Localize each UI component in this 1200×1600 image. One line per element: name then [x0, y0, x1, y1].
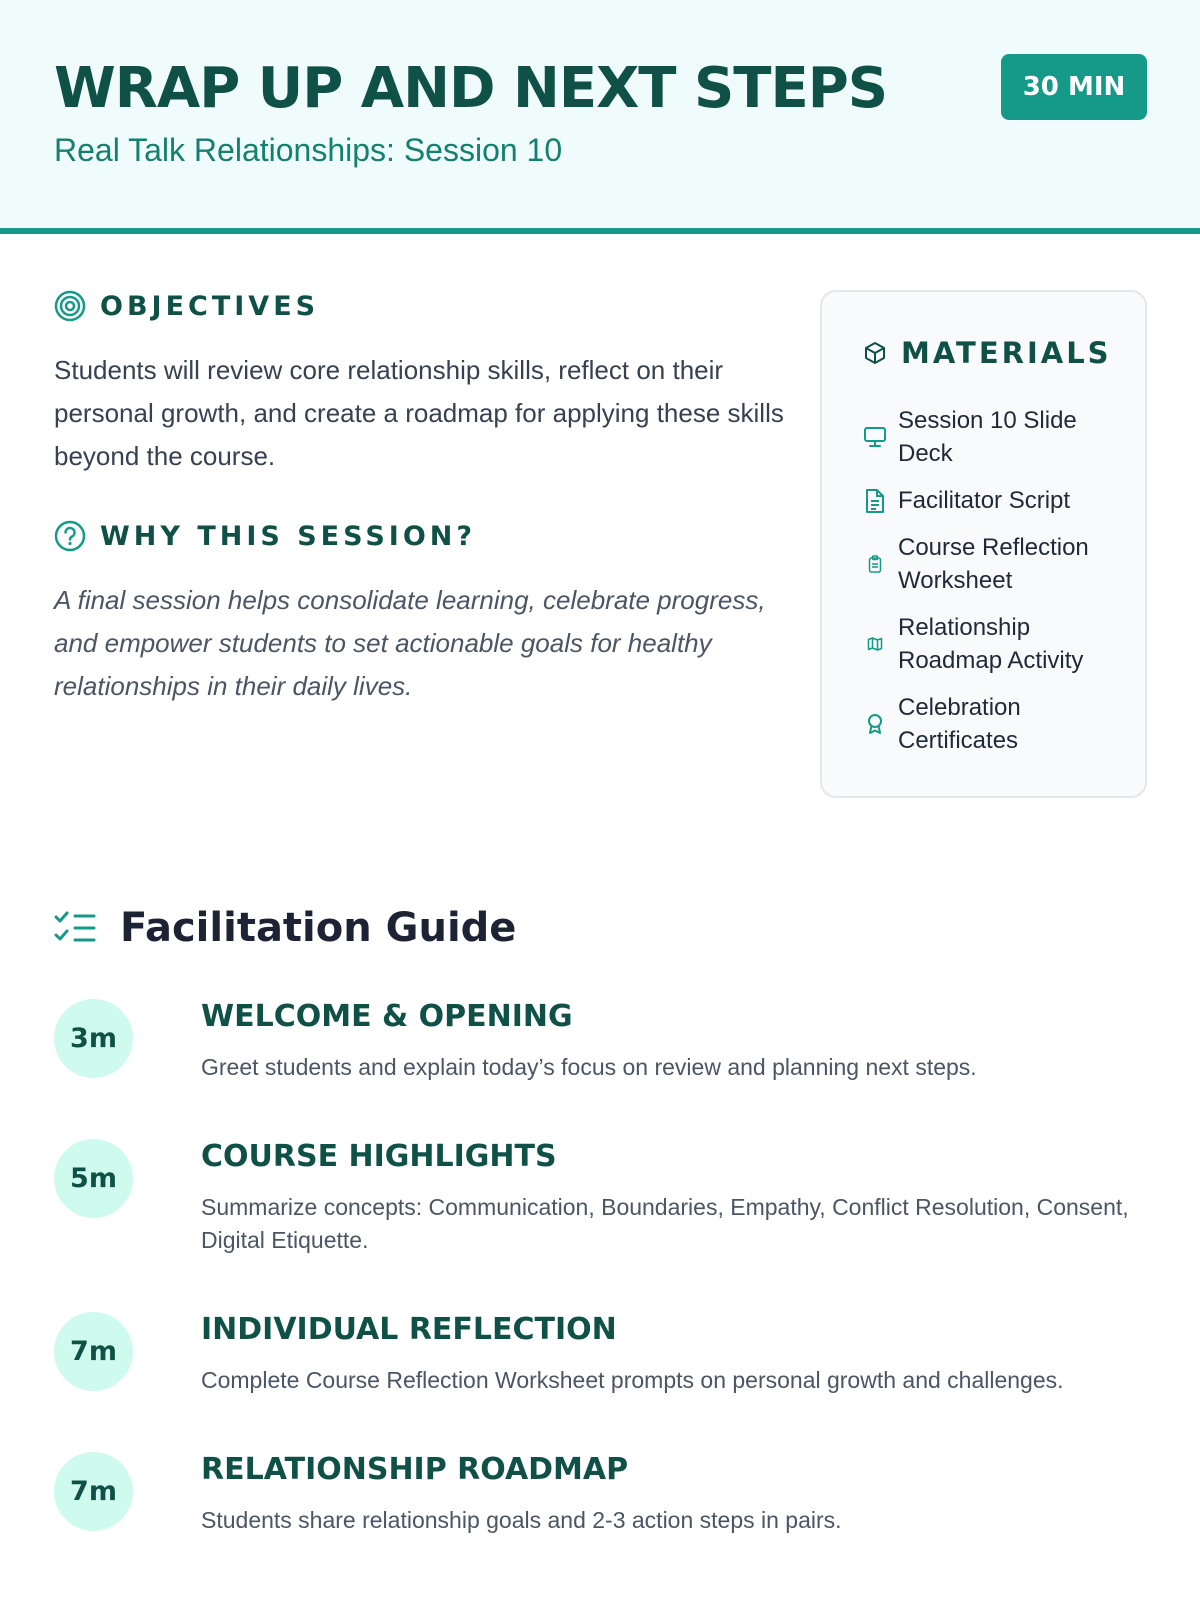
materials-card: [820, 290, 1147, 798]
page-title: WRAP UP AND NEXT STEPS: [54, 56, 888, 121]
materials-item-label: Celebration Certificates: [898, 694, 1021, 754]
materials-item: [862, 691, 1122, 757]
step-title: WELCOME & OPENING: [201, 999, 573, 1034]
objectives-heading-label: OBJECTIVES: [100, 290, 320, 322]
step-description: Students share relationship goals and 2-3 action steps in pairs.: [201, 1507, 842, 1533]
materials-item-label: Session 10 Slide Deck: [898, 407, 1077, 467]
page-subtitle: Real Talk Relationships: Session 10: [54, 132, 563, 168]
step-title: COURSE HIGHLIGHTS: [201, 1139, 557, 1174]
map-icon: [867, 636, 883, 652]
step-description: Greet students and explain today’s focus on review and planning next steps.: [201, 1054, 977, 1080]
materials-item: [862, 404, 1122, 470]
step-title: RELATIONSHIP ROADMAP: [201, 1452, 629, 1487]
materials-item: [862, 484, 1122, 517]
step-duration: 7m: [54, 1312, 133, 1391]
help-circle-icon: [54, 520, 86, 552]
clipboard-icon: [868, 555, 882, 573]
page-header: [0, 0, 1200, 234]
why-heading: [54, 520, 476, 552]
award-icon: [866, 713, 884, 735]
materials-heading-label: MATERIALS: [901, 336, 1112, 370]
facilitation-guide-label: Facilitation Guide: [120, 905, 517, 951]
why-heading-label: WHY THIS SESSION?: [100, 520, 477, 552]
document-icon: [864, 488, 886, 514]
duration-badge: 30 MIN: [1001, 54, 1147, 120]
materials-item-label: Relationship Roadmap Activity: [898, 614, 1084, 674]
step-title: INDIVIDUAL REFLECTION: [201, 1312, 617, 1347]
materials-list: [862, 404, 1122, 771]
why-text: A final session helps consolidate learning, celebrate progress, and empower students to set actionable goals for healthy relationships in their daily lives.: [54, 585, 766, 701]
objectives-heading: [54, 290, 319, 322]
facilitation-guide-heading: [54, 905, 516, 951]
monitor-icon: [863, 426, 887, 448]
step-duration: 5m: [54, 1139, 133, 1218]
step-description: Complete Course Reflection Worksheet prompts on personal growth and challenges.: [201, 1367, 1064, 1393]
materials-item-label: Facilitator Script: [898, 487, 1071, 514]
objectives-text: Students will review core relationship skills, reflect on their personal growth, and create a roadmap for applying these skills beyond the course.: [54, 355, 784, 471]
step-duration: 7m: [54, 1452, 133, 1531]
checklist-icon: [54, 911, 96, 945]
step-description: Summarize concepts: Communication, Boundaries, Empathy, Conflict Resolution, Consent, Digital Etiquette.: [201, 1194, 1129, 1253]
target-icon: [54, 290, 86, 322]
materials-item: [862, 611, 1122, 677]
materials-item-label: Course Reflection Worksheet: [898, 534, 1089, 594]
package-icon: [863, 341, 887, 365]
materials-heading: [863, 336, 1112, 370]
materials-item: [862, 531, 1122, 597]
step-duration: 3m: [54, 999, 133, 1078]
